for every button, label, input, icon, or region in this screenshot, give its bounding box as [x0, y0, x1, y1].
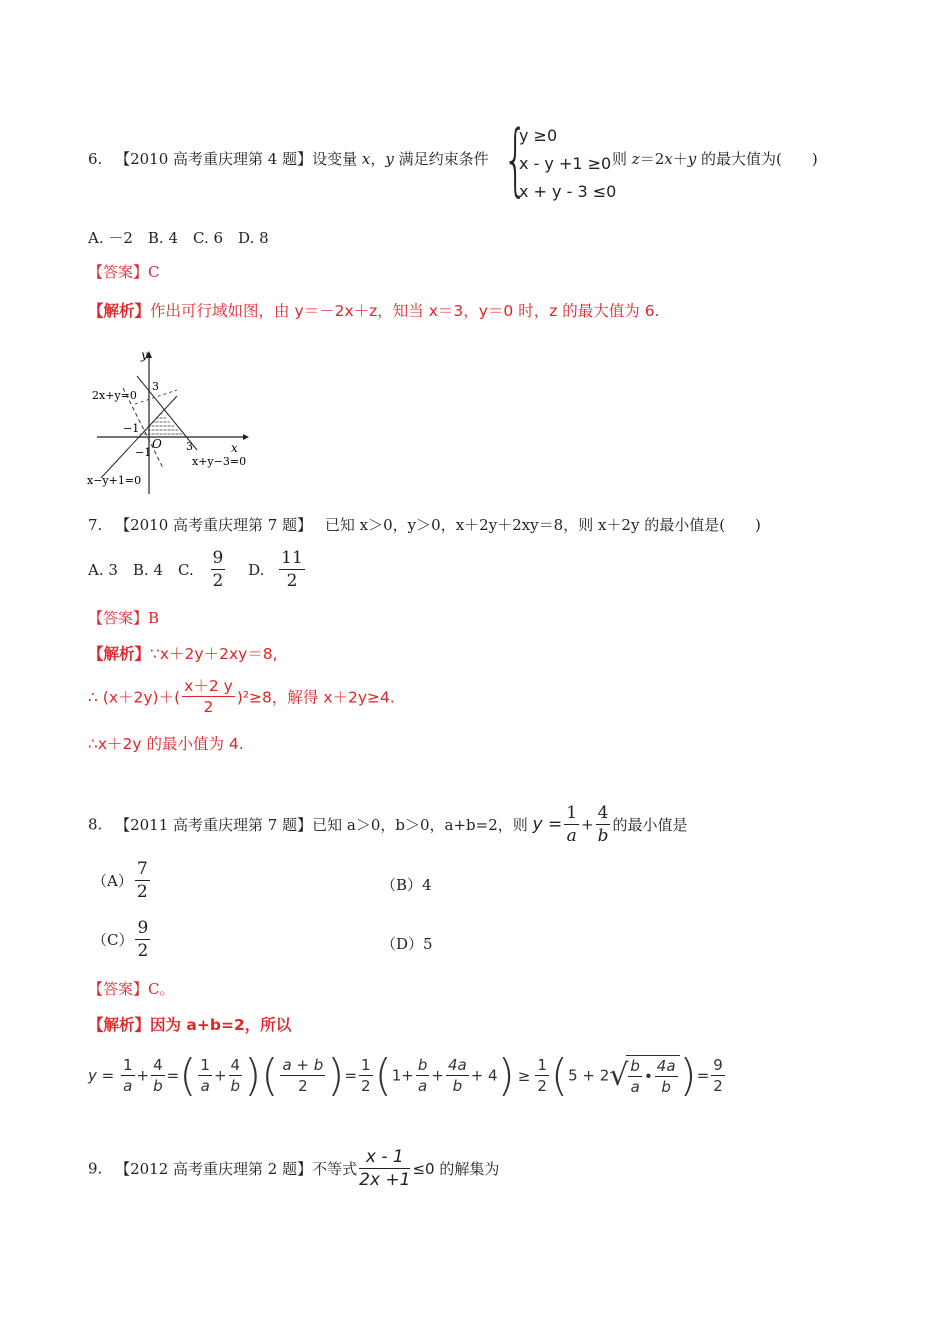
q8-analysis-text: 因为 a+b=2，所以	[150, 1016, 292, 1034]
f-2: 2	[298, 1077, 308, 1095]
f-b4: b	[630, 1056, 640, 1075]
formula-five-plus-two: 5 + 2	[568, 1066, 610, 1085]
graph-tick-3-x: 3	[186, 440, 193, 453]
q7-stem-text: 已知 x＞0，y＞0，x＋2y＋2xy＝8，则 x＋2y 的最小值是( )	[324, 516, 761, 534]
formula-eq-1: =	[166, 1066, 180, 1085]
f-a: a	[123, 1077, 133, 1095]
formula-y: y =	[88, 1066, 115, 1085]
q6-text-c: 则	[612, 150, 632, 168]
q8-frac-4-over-b	[596, 802, 611, 847]
formula-plus-3: +	[431, 1066, 444, 1085]
q7-analysis-tag: 【解析】	[88, 645, 151, 663]
q6-answer-value: C	[148, 263, 160, 281]
f-4a: 4a	[447, 1056, 467, 1074]
formula-frac-result	[711, 1055, 725, 1096]
formula-frac-4ab-2	[655, 1056, 678, 1097]
q6-answer-tag: 【答案】	[88, 263, 149, 281]
q8-option-d: （D）5	[381, 935, 433, 953]
q9-number: 9.	[88, 1159, 103, 1178]
q6-feasible-region-graph	[85, 348, 255, 498]
q8-opt-a-label: （A）	[92, 872, 133, 890]
q6-source: 【2010 高考重庆理第 4 题】	[115, 150, 313, 168]
q6-brace: {	[503, 115, 528, 205]
q6-number: 6.	[88, 150, 103, 168]
f-h2: 2	[361, 1077, 371, 1095]
f-b: b	[153, 1077, 163, 1095]
q7-d-den: 2	[286, 571, 298, 591]
q7-source: 【2010 高考重庆理第 7 题】	[115, 516, 313, 534]
q6-z-y: y	[687, 150, 697, 168]
q6-constraint-2: x - y +1 ≥0	[519, 154, 612, 173]
q8-opt-c-num: 9	[137, 918, 149, 938]
graph-tick-minus1-y: −1	[135, 446, 152, 459]
q6-analysis	[88, 299, 660, 321]
q8-source: 【2011 高考重庆理第 7 题】	[115, 816, 313, 834]
q7-analysis-den: 2	[203, 698, 214, 716]
formula-frac-half-2	[535, 1055, 549, 1096]
paren-open-3: (	[374, 1050, 392, 1101]
formula-ge: ≥	[517, 1066, 531, 1085]
q6-z-rest: ＝2	[639, 150, 665, 168]
q7-number: 7.	[88, 516, 103, 534]
q8-y-eq: y =	[532, 814, 563, 835]
f-r2: 2	[713, 1077, 723, 1095]
q6-analysis-tag: 【解析】	[88, 302, 151, 320]
q8-analysis	[88, 1013, 291, 1035]
formula-frac-1a	[121, 1055, 135, 1096]
f-1: 1	[123, 1056, 133, 1074]
sqrt-body	[626, 1055, 679, 1097]
q8-answer-tag: 【答案】	[88, 980, 149, 998]
f-ab: a	[200, 1077, 210, 1095]
formula-frac-4b-2	[229, 1055, 243, 1096]
q6-comma: ，	[370, 150, 386, 168]
graph-line1-label: 2x+y=0	[92, 389, 137, 402]
formula-frac-ba	[416, 1055, 430, 1096]
q8-answer-value: C。	[148, 980, 175, 998]
formula-plus-4: + 4	[470, 1066, 498, 1085]
paren-close-2: )	[327, 1050, 345, 1101]
f-r1: 9	[713, 1056, 723, 1074]
q7-c-den: 2	[212, 571, 224, 591]
paren-close-4: )	[679, 1050, 697, 1101]
q6-z-x: x	[664, 150, 673, 168]
q7-analysis-2-pre: ∴ (x＋2y)＋(	[88, 688, 181, 707]
q7-answer-tag: 【答案】	[88, 609, 149, 627]
formula-dot: •	[643, 1067, 653, 1085]
formula-frac-1a-2	[198, 1055, 212, 1096]
q8-opt-a-frac	[135, 858, 150, 903]
q7-analysis-2-post: )²≥8，解得 x＋2y≥4.	[236, 688, 395, 707]
q9-source: 【2012 高考重庆理第 2 题】	[115, 1160, 313, 1178]
paren-open-2: (	[261, 1050, 279, 1101]
formula-frac-ba-2	[628, 1056, 642, 1097]
f-b3: b	[452, 1077, 463, 1095]
q7-option-d-fraction	[279, 547, 305, 592]
q8-opt-a-num: 7	[136, 859, 148, 879]
q6-var-x: x	[361, 150, 371, 168]
f-b2: b	[417, 1056, 428, 1074]
q8-f1-num: 1	[566, 803, 578, 823]
line-x-plus-y-minus-3	[137, 376, 197, 450]
q9-stem-a: 不等式	[312, 1160, 358, 1178]
q6-constraint-system	[519, 122, 616, 206]
formula-eq-2: =	[344, 1066, 358, 1085]
q7-option-d-label: D.	[248, 560, 265, 579]
q7-analysis-1: ∵x＋2y＋2xy＝8,	[150, 645, 278, 663]
graph-line3-label: x−y+1=0	[87, 474, 142, 487]
graph-line2-label: x+y−3=0	[192, 455, 247, 468]
graph-x-label: x	[231, 441, 238, 455]
q9-frac-den: 2x +1	[359, 1170, 411, 1190]
q6-answer	[88, 261, 160, 282]
q6-text-a: 设变量	[312, 150, 362, 168]
f-a2: a	[418, 1077, 428, 1095]
graph-tick-3-y: 3	[152, 380, 159, 393]
q7-option-c-fraction	[211, 547, 226, 592]
paren-open-4: (	[550, 1050, 569, 1101]
f-h3: 1	[537, 1056, 547, 1074]
q9-stem-b: ≤0 的解集为	[412, 1160, 500, 1178]
q7-options	[88, 547, 307, 592]
formula-plus-2: +	[213, 1066, 227, 1085]
formula-plus: +	[136, 1066, 150, 1085]
q7-answer-value: B	[148, 609, 160, 627]
q7-d-num: 11	[281, 548, 303, 568]
formula-frac-4b	[151, 1055, 165, 1096]
f-1b: 1	[200, 1056, 210, 1074]
q9-frac-num: x - 1	[359, 1146, 410, 1169]
formula-frac-half	[359, 1055, 373, 1096]
paren-open-1: (	[179, 1050, 197, 1101]
formula-frac-4ab	[446, 1055, 469, 1096]
q6-constraint-3: x + y - 3 ≤0	[519, 182, 617, 201]
q8-option-b: （B）4	[381, 876, 432, 894]
q8-number: 8.	[88, 815, 103, 834]
q6-z: z	[631, 150, 640, 168]
f-b5: b	[661, 1077, 671, 1096]
q8-opt-a-den: 2	[136, 882, 148, 902]
q6-stem	[88, 148, 489, 169]
paren-close-3: )	[497, 1050, 515, 1101]
q8-f2-den: b	[597, 826, 609, 846]
paren-close-1: )	[244, 1050, 262, 1101]
feasible-region	[137, 413, 185, 437]
q8-opt-c-frac	[135, 917, 150, 962]
q8-stem-b: 的最小值是	[612, 816, 688, 834]
f-bb: b	[230, 1077, 241, 1095]
q7-analysis-line3: ∴x＋2y 的最小值为 4.	[88, 735, 244, 753]
q9-fraction	[359, 1146, 410, 1191]
q8-analysis-tag: 【解析】	[88, 1016, 151, 1034]
q8-plus: +	[581, 815, 594, 834]
q8-opt-c-den: 2	[137, 941, 149, 961]
q8-answer	[88, 978, 175, 999]
q9-stem	[88, 1146, 499, 1191]
q7-analysis-fraction	[182, 676, 235, 717]
f-apb: a + b	[282, 1056, 324, 1074]
formula-one-plus: 1+	[391, 1066, 414, 1085]
q7-options-ab: A. 3 B. 4 C.	[88, 561, 194, 579]
q6-options: A. －2 B. 4 C. 6 D. 8	[88, 229, 269, 247]
q8-formula	[88, 1050, 727, 1101]
q8-f2-num: 4	[597, 803, 609, 823]
q6-analysis-text: 作出可行域如图，由 y＝－2x＋z，知当 x＝3，y＝0 时，z 的最大值为 6.	[150, 302, 660, 320]
q7-stem	[88, 514, 761, 535]
q6-z-plus: ＋	[672, 150, 688, 168]
graph-y-label: y	[141, 348, 148, 362]
q6-var-y: y	[385, 150, 394, 168]
q8-f1-den: a	[566, 826, 577, 846]
q8-option-c	[92, 917, 152, 962]
q6-text-d: 的最大值为( )	[696, 150, 818, 168]
q7-c-num: 9	[212, 548, 224, 568]
q8-frac-1-over-a	[564, 802, 579, 847]
graph-tick-minus1-x: −1	[123, 422, 140, 435]
q8-stem	[88, 802, 688, 847]
q7-answer	[88, 607, 159, 628]
q8-option-a	[92, 858, 152, 903]
sqrt-sign: √	[609, 1058, 629, 1093]
formula-eq-3: =	[696, 1066, 710, 1085]
q8-opt-c-label: （C）	[92, 931, 134, 949]
q6-stem-end	[612, 148, 818, 169]
q8-stem-a: 已知 a＞0，b＞0，a+b=2，则	[312, 816, 533, 834]
q6-constraint-1: y ≥0	[519, 126, 558, 145]
f-a4: a	[630, 1077, 640, 1096]
f-4b: 4	[230, 1056, 241, 1074]
q6-text-b: 满足约束条件	[393, 150, 489, 168]
f-h1: 1	[361, 1056, 371, 1074]
q7-analysis-line1	[88, 642, 278, 664]
q7-analysis-num: x＋2 y	[184, 677, 233, 695]
graph-origin: O	[152, 437, 162, 451]
f-4: 4	[153, 1056, 163, 1074]
formula-frac-apb	[280, 1055, 325, 1096]
f-h4: 2	[537, 1077, 547, 1095]
f-4a2: 4a	[656, 1056, 676, 1075]
q7-analysis-line2	[88, 676, 395, 717]
